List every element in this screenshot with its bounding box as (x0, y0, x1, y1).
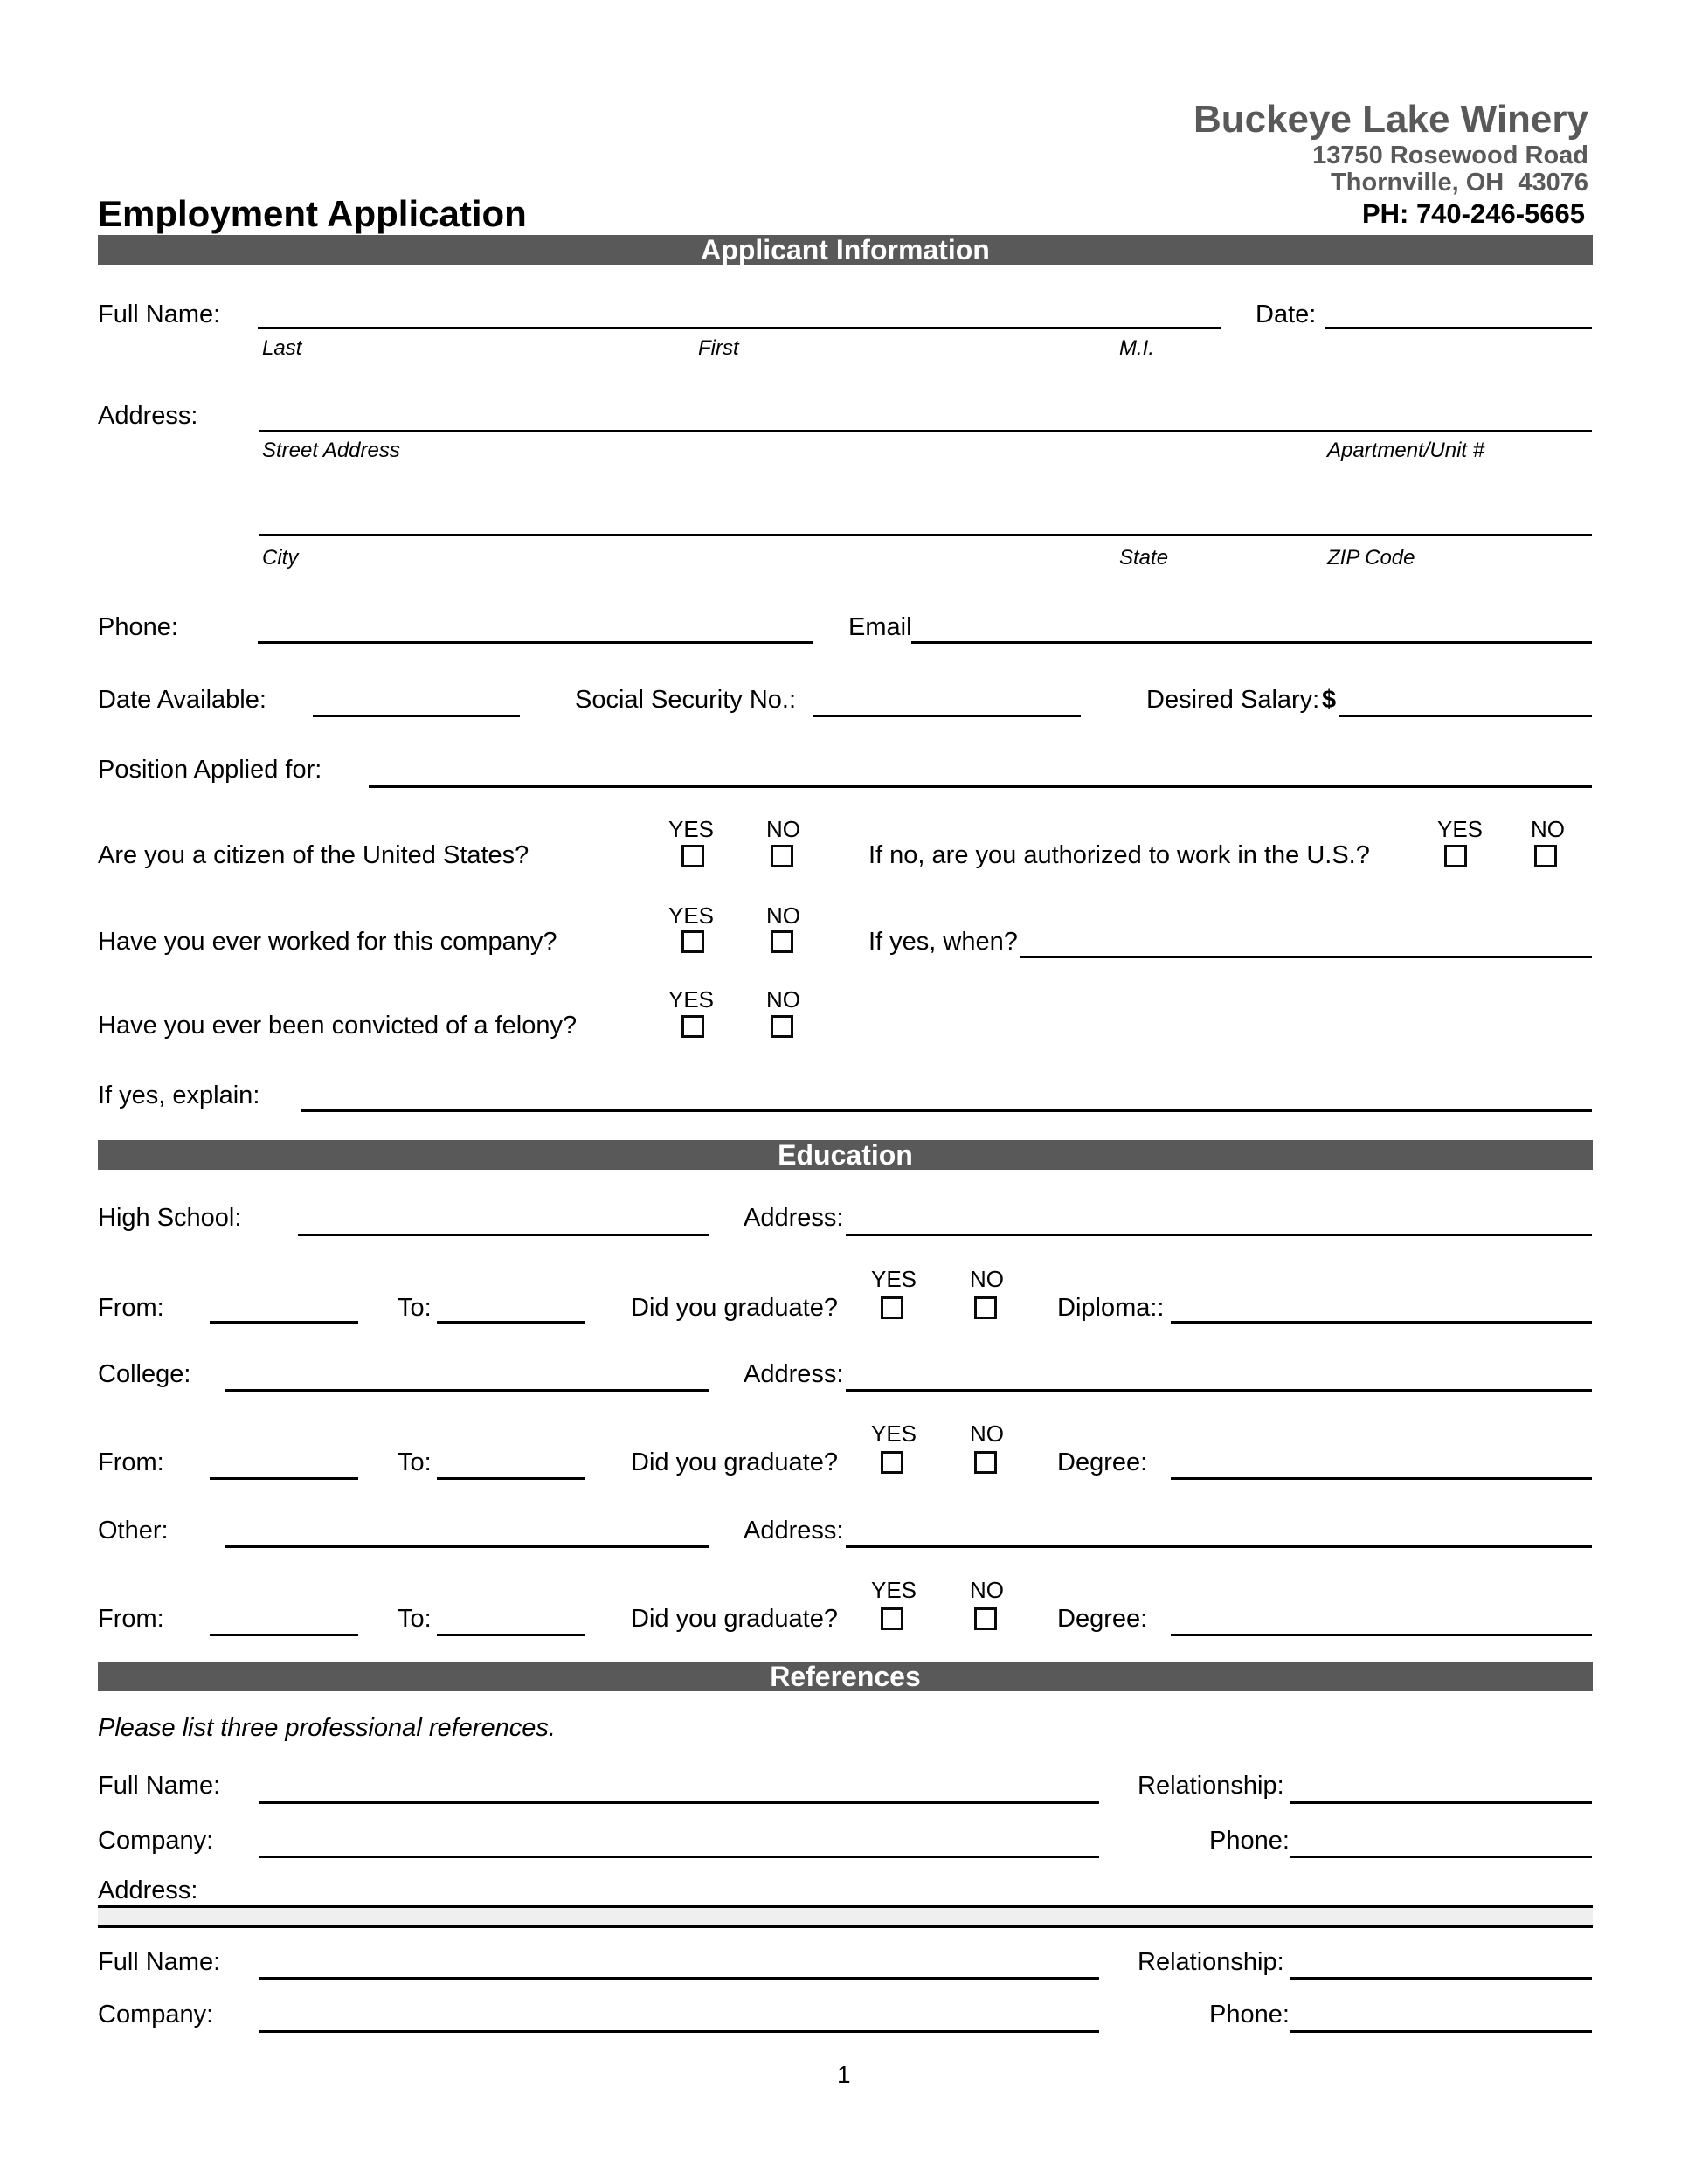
other-graduate-label: Did you graduate? (631, 1605, 838, 1633)
other-address-line[interactable] (846, 1545, 1592, 1548)
worked-question: Have you ever worked for this company? (98, 928, 557, 956)
college-to-label: To: (398, 1448, 432, 1476)
college-address-label: Address: (744, 1360, 844, 1388)
felony-yes-checkbox[interactable] (681, 1015, 704, 1038)
other-label: Other: (98, 1517, 169, 1545)
ref2-company-label: Company: (98, 2001, 214, 2028)
position-label: Position Applied for: (98, 756, 322, 784)
desired-salary-line[interactable] (1339, 715, 1592, 717)
when-question: If yes, when? (868, 928, 1018, 956)
college-graduate-label: Did you graduate? (631, 1448, 838, 1476)
college-degree-line[interactable] (1171, 1477, 1592, 1480)
section-header-references: References (98, 1662, 1593, 1691)
other-from-line[interactable] (210, 1634, 358, 1636)
company-name: Buckeye Lake Winery (1193, 98, 1588, 141)
section-header-applicant-information: Applicant Information (98, 235, 1593, 265)
company-phone: PH: 740-246-5665 (1361, 198, 1585, 229)
ref2-phone-label: Phone: (1209, 2001, 1290, 2028)
other-address-label: Address: (744, 1517, 844, 1545)
other-to-label: To: (398, 1605, 432, 1633)
phone-line[interactable] (258, 641, 813, 644)
authorized-no-label: NO (1531, 816, 1565, 842)
ref1-full-name-line[interactable] (259, 1801, 1099, 1804)
email-line[interactable] (911, 641, 1592, 644)
other-to-line[interactable] (437, 1634, 585, 1636)
hs-graduate-no-checkbox[interactable] (974, 1296, 997, 1319)
college-graduate-no-checkbox[interactable] (974, 1451, 997, 1474)
hs-address-label: Address: (744, 1204, 844, 1232)
high-school-line[interactable] (298, 1234, 709, 1236)
phone-label: Phone: (98, 613, 178, 641)
citizen-no-checkbox[interactable] (771, 845, 793, 867)
worked-yes-label: YES (668, 902, 715, 929)
date-available-label: Date Available: (98, 686, 266, 714)
ref1-address-line-2[interactable] (98, 1908, 1593, 1928)
ref1-phone-label: Phone: (1209, 1827, 1290, 1855)
other-graduate-yes-label: YES (871, 1577, 917, 1603)
dollar-sign: $ (1322, 686, 1337, 714)
authorized-yes-label: YES (1437, 816, 1484, 842)
first-hint: First (698, 336, 739, 360)
other-line[interactable] (225, 1545, 709, 1548)
college-label: College: (98, 1360, 191, 1388)
other-graduate-yes-checkbox[interactable] (881, 1607, 903, 1630)
references-intro: Please list three professional references. (98, 1714, 556, 1742)
hs-to-line[interactable] (437, 1321, 585, 1324)
state-hint: State (1119, 546, 1169, 570)
ref1-company-label: Company: (98, 1827, 214, 1855)
college-graduate-yes-checkbox[interactable] (881, 1451, 903, 1474)
citizen-yes-label: YES (668, 816, 715, 842)
position-line[interactable] (369, 785, 1592, 788)
date-label: Date: (1256, 301, 1317, 328)
ref2-company-line[interactable] (259, 2030, 1099, 2033)
citizen-no-label: NO (766, 816, 800, 842)
when-line[interactable] (1020, 956, 1592, 958)
section-header-education: Education (98, 1140, 1593, 1170)
ref1-phone-line[interactable] (1290, 1856, 1592, 1858)
other-graduate-no-checkbox[interactable] (974, 1607, 997, 1630)
citizen-yes-checkbox[interactable] (681, 845, 704, 867)
high-school-label: High School: (98, 1204, 242, 1232)
mi-hint: M.I. (1119, 336, 1154, 360)
worked-no-checkbox[interactable] (771, 930, 793, 953)
college-graduate-yes-label: YES (871, 1420, 917, 1447)
page-number: 1 (837, 2061, 851, 2088)
ref2-relationship-label: Relationship: (1138, 1948, 1284, 1976)
hs-graduate-no-label: NO (970, 1266, 1004, 1292)
authorized-no-checkbox[interactable] (1534, 845, 1557, 867)
college-address-line[interactable] (846, 1389, 1592, 1392)
other-from-label: From: (98, 1605, 164, 1633)
email-label: Email (848, 613, 912, 641)
other-degree-line[interactable] (1171, 1634, 1592, 1636)
college-to-line[interactable] (437, 1477, 585, 1480)
ref1-address-label: Address: (98, 1876, 198, 1904)
ref1-relationship-label: Relationship: (1138, 1772, 1284, 1800)
apartment-hint: Apartment/Unit # (1327, 439, 1485, 462)
date-line[interactable] (1325, 327, 1592, 329)
felony-question: Have you ever been convicted of a felony? (98, 1012, 578, 1040)
city-hint: City (262, 546, 299, 570)
last-hint: Last (262, 336, 302, 360)
college-from-label: From: (98, 1448, 164, 1476)
other-graduate-no-label: NO (970, 1577, 1004, 1603)
city-state-zip-line[interactable] (259, 534, 1592, 536)
full-name-line[interactable] (258, 327, 1221, 329)
felony-no-checkbox[interactable] (771, 1015, 793, 1038)
ref2-full-name-label: Full Name: (98, 1948, 221, 1976)
diploma-line[interactable] (1171, 1321, 1592, 1324)
ref2-relationship-line[interactable] (1290, 1977, 1592, 1980)
authorized-yes-checkbox[interactable] (1444, 845, 1467, 867)
citizen-question: Are you a citizen of the United States? (98, 841, 529, 869)
street-address-hint: Street Address (262, 439, 400, 462)
ref1-full-name-label: Full Name: (98, 1772, 221, 1800)
felony-yes-label: YES (668, 986, 715, 1013)
hs-address-line[interactable] (846, 1234, 1592, 1236)
company-address-line2: Thornville, OH 43076 (1331, 169, 1588, 197)
form-title: Employment Application (98, 193, 527, 234)
address-label: Address: (98, 402, 198, 430)
explain-line[interactable] (301, 1109, 1592, 1112)
company-address-line1: 13750 Rosewood Road (1312, 142, 1588, 169)
hs-to-label: To: (398, 1294, 432, 1322)
diploma-label: Diploma:: (1057, 1294, 1165, 1322)
college-graduate-no-label: NO (970, 1420, 1004, 1447)
explain-label: If yes, explain: (98, 1082, 260, 1109)
college-line[interactable] (225, 1389, 709, 1392)
zip-hint: ZIP Code (1327, 546, 1415, 570)
felony-no-label: NO (766, 986, 800, 1013)
other-degree-label: Degree: (1057, 1605, 1148, 1633)
hs-graduate-label: Did you graduate? (631, 1294, 838, 1322)
ref1-company-line[interactable] (259, 1856, 1099, 1858)
ref2-phone-line[interactable] (1290, 2030, 1592, 2033)
college-from-line[interactable] (210, 1477, 358, 1480)
college-degree-label: Degree: (1057, 1448, 1148, 1476)
full-name-label: Full Name: (98, 301, 221, 328)
ssn-label: Social Security No.: (575, 686, 797, 714)
ref2-full-name-line[interactable] (259, 1977, 1099, 1980)
date-available-line[interactable] (313, 715, 520, 717)
authorized-question: If no, are you authorized to work in the U.S.? (868, 841, 1370, 869)
hs-from-line[interactable] (210, 1321, 358, 1324)
hs-graduate-yes-label: YES (871, 1266, 917, 1292)
ssn-line[interactable] (813, 715, 1081, 717)
hs-graduate-yes-checkbox[interactable] (881, 1296, 903, 1319)
worked-yes-checkbox[interactable] (681, 930, 704, 953)
hs-from-label: From: (98, 1294, 164, 1322)
desired-salary-label: Desired Salary: (1146, 686, 1320, 714)
street-address-line[interactable] (259, 430, 1592, 432)
worked-no-label: NO (766, 902, 800, 929)
ref1-relationship-line[interactable] (1290, 1801, 1592, 1804)
